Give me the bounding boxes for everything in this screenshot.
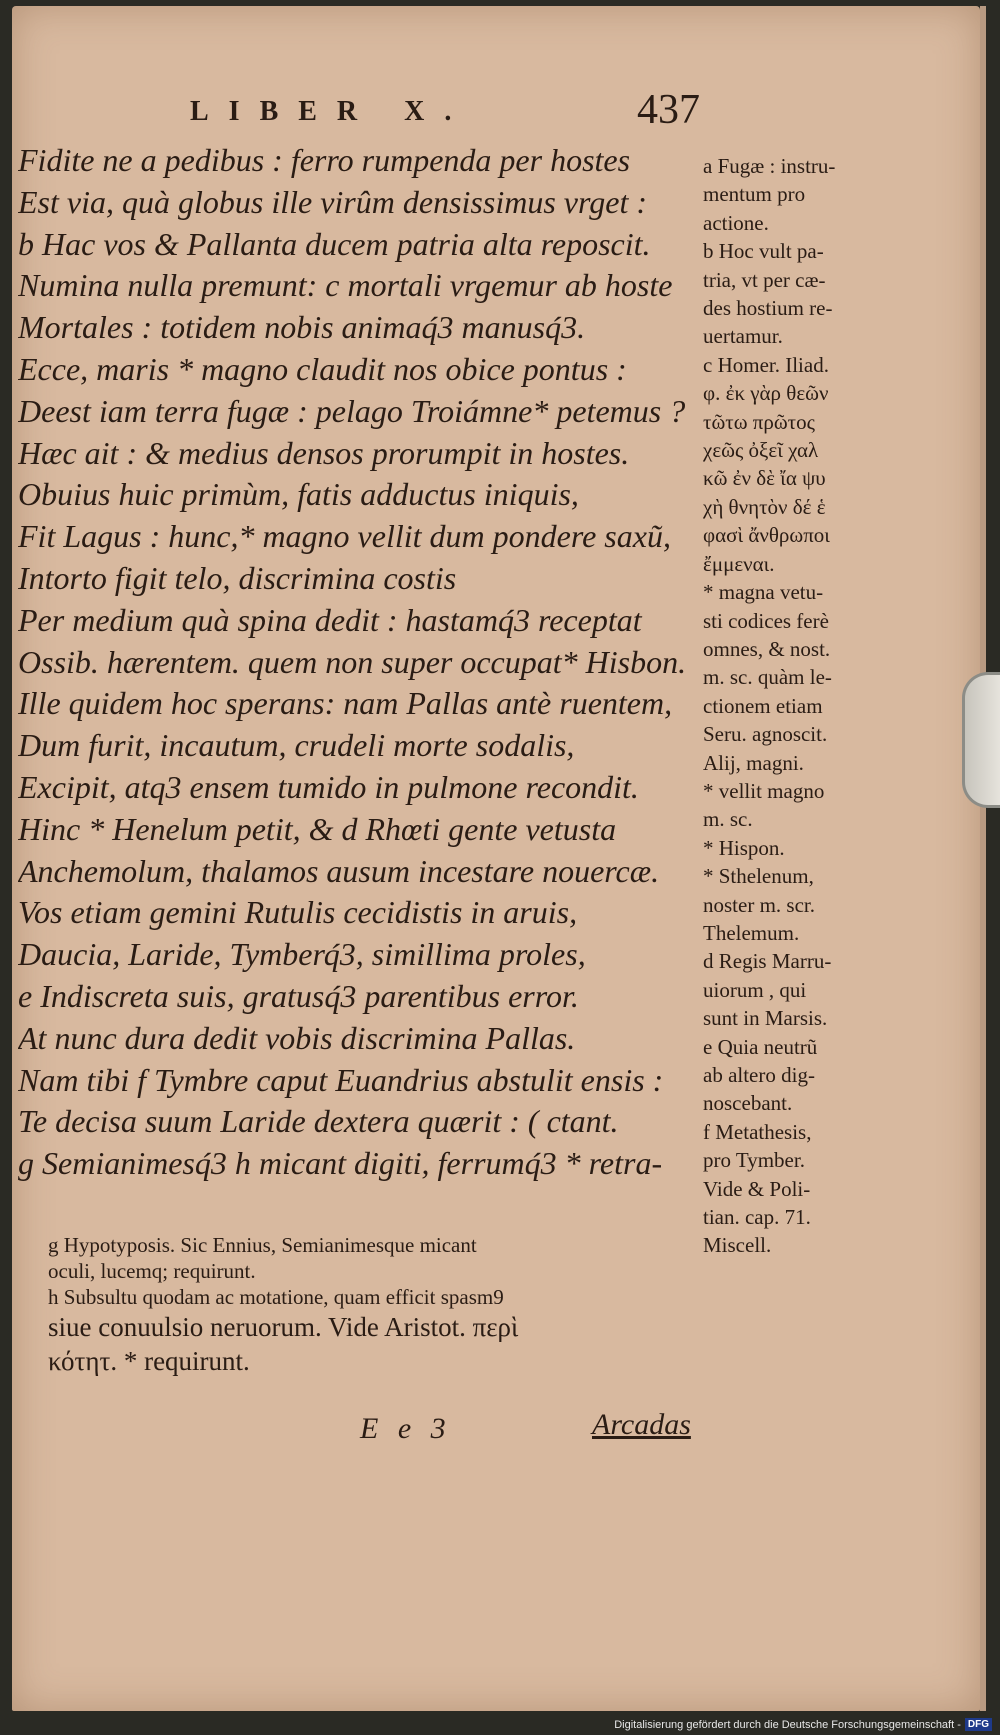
verse-line: Est via, quà globus ille virûm densissimus vrget : bbox=[18, 183, 647, 220]
margin-note-line: ἔμμεναι. bbox=[703, 551, 775, 576]
margin-note-line: d Regis Marru- bbox=[703, 949, 832, 974]
margin-note-line: * Sthelenum, bbox=[703, 864, 814, 889]
verse-line: Vos etiam gemini Rutulis cecidistis in aruis, bbox=[18, 894, 578, 931]
margin-note-line: χὴ θνητὸν δέ ἑ bbox=[703, 494, 826, 519]
margin-note-line: c Homer. Iliad. bbox=[703, 352, 829, 377]
verse-line: At nunc dura dedit vobis discrimina Pallas. bbox=[18, 1019, 576, 1056]
margin-note-line: uiorum , qui bbox=[703, 977, 807, 1002]
verse-line: Nam tibi f Tymbre caput Euandrius abstulit ensis : bbox=[18, 1061, 664, 1098]
verse-line: Obuius huic primùm, fatis adductus iniquis, bbox=[18, 476, 579, 513]
verse-line: Ille quidem hoc sperans: nam Pallas antè ruentem, bbox=[18, 685, 673, 722]
margin-note-line: m. sc. bbox=[703, 807, 753, 832]
footnote-line: g Hypotyposis. Sic Ennius, Semianimesque micant bbox=[48, 1233, 477, 1257]
verse-line: Hæc ait : & medius densos prorumpit in hostes. bbox=[18, 434, 630, 471]
margin-note-line: * Hispon. bbox=[703, 835, 785, 860]
verse-line: Per medium quà spina dedit : hastamq́3 receptat bbox=[18, 601, 642, 638]
margin-note-line: sunt in Marsis. bbox=[703, 1006, 828, 1031]
verse-block bbox=[18, 140, 708, 1185]
footnote-line: h Subsultu quodam ac motatione, quam efficit spasm9 bbox=[48, 1285, 504, 1309]
margin-note-line: * magna vetu- bbox=[703, 580, 824, 605]
verse-line: Deest iam terra fugæ : pelago Troiámne* petemus ? bbox=[18, 392, 686, 429]
verse-line: g Semianimesq́3 h micant digiti, ferrumq́3 * retra- bbox=[18, 1145, 663, 1182]
verse-line: Dum furit, incautum, crudeli morte sodalis, bbox=[18, 727, 575, 764]
catchword: Arcadas bbox=[592, 1408, 691, 1441]
margin-note-line: Alij, magni. bbox=[703, 750, 804, 775]
margin-note-line: pro Tymber. bbox=[703, 1148, 805, 1173]
margin-note-line: des hostium re- bbox=[703, 296, 833, 321]
margin-note-line: noscebant. bbox=[703, 1091, 793, 1116]
verse-line: Numina nulla premunt: c mortali vrgemur ab hoste bbox=[18, 267, 673, 304]
verse-line: Ossib. hærentem. quem non super occupat* Hisbon. bbox=[18, 643, 687, 680]
verse-line: Anchemolum, thalamos ausum incestare nouercæ. bbox=[18, 852, 660, 889]
verse-line: Daucia, Laride, Tymberq́3, simillima proles, bbox=[18, 936, 586, 973]
margin-note-line: ctionem etiam bbox=[703, 693, 823, 718]
margin-note-line: mentum pro bbox=[703, 182, 806, 207]
page-number: 437 bbox=[637, 87, 700, 133]
running-head bbox=[190, 87, 700, 136]
margin-note-line: uertamur. bbox=[703, 324, 783, 349]
verse-line: Mortales : totidem nobis animaq́3 manusq́3. bbox=[18, 309, 586, 346]
page-edge bbox=[980, 6, 986, 1711]
verse-line: Te decisa suum Laride dextera quærit : ( ctant. bbox=[18, 1103, 619, 1140]
margin-note-line: ab altero dig- bbox=[703, 1063, 815, 1087]
margin-note-line: χεῶς ὀξεῖ χαλ bbox=[703, 438, 819, 463]
margin-note-line: Thelemum. bbox=[703, 920, 800, 945]
verse-line: Hinc * Henelum petit, & d Rhœti gente vetusta bbox=[18, 810, 617, 847]
footnote-line: siue conuulsio neruorum. Vide Aristot. περὶ bbox=[48, 1312, 519, 1342]
footnotes bbox=[48, 1232, 728, 1378]
footnote-line: oculi, lucemq; requirunt. bbox=[48, 1259, 256, 1283]
margin-note-line: m. sc. quàm le- bbox=[703, 665, 832, 690]
margin-note-line: omnes, & nost. bbox=[703, 636, 831, 661]
verse-line: Ecce, maris * magno claudit nos obice pontus : bbox=[18, 350, 627, 387]
margin-note-line: tria, vt per cæ- bbox=[703, 267, 826, 292]
margin-note-line: Vide & Poli- bbox=[703, 1176, 811, 1201]
margin-note-line: tian. cap. 71. bbox=[703, 1205, 811, 1230]
margin-note-line: Seru. agnoscit. bbox=[703, 722, 828, 747]
verse-line: e Indiscreta suis, gratusq́3 parentibus error. bbox=[18, 977, 579, 1014]
dfg-logo: DFG bbox=[965, 1718, 992, 1731]
margin-note-line: * vellit magno bbox=[703, 778, 825, 803]
margin-note-line: actione. bbox=[703, 210, 769, 235]
verse-line: Intorto figit telo, discrimina costis bbox=[18, 559, 457, 596]
verse-line: b Hac vos & Pallanta ducem patria alta reposcit. bbox=[18, 225, 651, 262]
page-clip bbox=[962, 672, 1000, 808]
credit-text: Digitalisierung gefördert durch die Deutsche Forschungsgemeinschaft - bbox=[614, 1718, 961, 1731]
verse-line: Fit Lagus : hunc,* magno vellit dum pondere saxũ, bbox=[18, 518, 671, 555]
margin-note-line: κῶ ἐν δὲ ἴα ψυ bbox=[703, 466, 826, 491]
margin-note-line: φασὶ ἄνθρωποι bbox=[703, 523, 830, 548]
margin-note-line: e Quia neutrũ bbox=[703, 1034, 818, 1059]
margin-note-line: Miscell. bbox=[703, 1233, 772, 1258]
verse-line: Fidite ne a pedibus : ferro rumpenda per hostes bbox=[18, 142, 631, 178]
margin-note-line: f Metathesis, bbox=[703, 1119, 812, 1144]
margin-notes bbox=[703, 152, 893, 1260]
digitization-credit bbox=[0, 1714, 1000, 1735]
margin-note-line: noster m. scr. bbox=[703, 892, 815, 917]
verse-line: Excipit, atq3 ensem tumido in pulmone recondit. bbox=[18, 768, 639, 805]
margin-note-line: b Hoc vult pa- bbox=[703, 239, 824, 264]
margin-note-line: τῶτω πρῶτος bbox=[703, 409, 815, 434]
signature-mark: E e 3 bbox=[360, 1412, 452, 1445]
margin-note-line: a Fugæ : instru- bbox=[703, 154, 836, 178]
footnote-line: κότητ. * requirunt. bbox=[48, 1346, 250, 1376]
running-head-title: LIBER X. bbox=[190, 96, 472, 127]
margin-note-line: φ. ἐκ γὰρ θεῶν bbox=[703, 381, 829, 406]
margin-note-line: sti codices ferè bbox=[703, 608, 829, 633]
